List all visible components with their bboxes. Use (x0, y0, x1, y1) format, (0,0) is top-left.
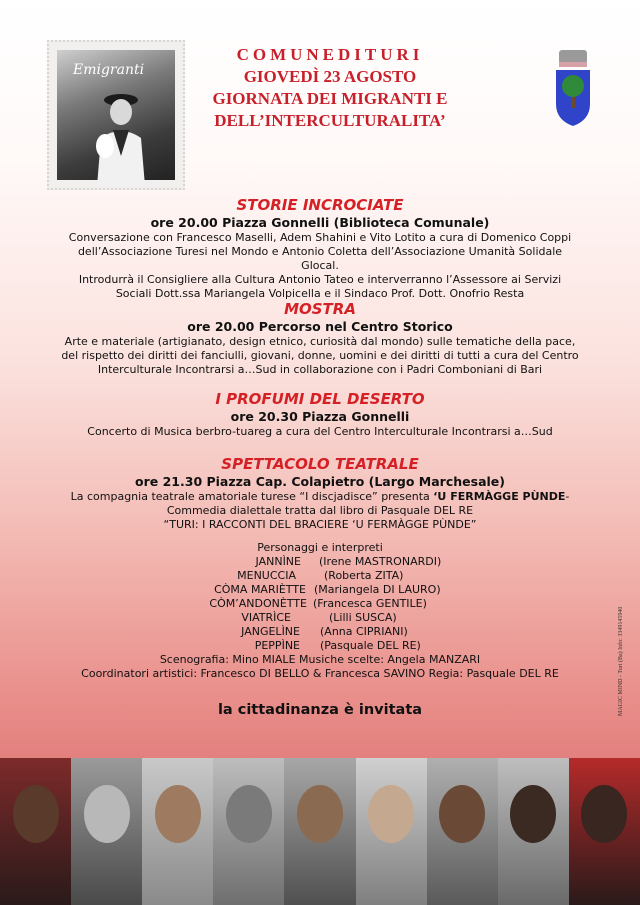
face-photo (498, 758, 569, 905)
stamp-label: Emigranti (73, 62, 145, 78)
section-heading: SPETTACOLO TEATRALE (221, 455, 419, 473)
presentation-dash: - (565, 490, 570, 503)
face-photo (71, 758, 142, 905)
event-date: GIOVEDÌ 23 AGOSTO (243, 67, 417, 86)
section-line: Arte e materiale (artigianato, design etnico, curiosità dal mondo) sulle tematiche della pace, (64, 335, 576, 348)
invitation-text: la cittadinanza è invitata (217, 702, 423, 718)
coordinators-credit: Coordinatori artistici: Francesco DI BELLO & Francesca SAVINO Regia: Pasquale DEL RE (81, 667, 559, 680)
cast-member (60, 625, 580, 639)
cast-member (60, 569, 580, 583)
cast-list (60, 541, 580, 681)
section-heading: MOSTRA (284, 300, 356, 318)
town-name: COMUNEDITURI (236, 45, 424, 64)
cast-member (60, 611, 580, 625)
section-heading: I PROFUMI DEL DESERTO (215, 390, 425, 408)
section-heading: STORIE INCROCIATE (236, 196, 404, 214)
face-photo (213, 758, 284, 905)
scenography-credit: Scenografia: Mino MIALE Musiche scelte: Angela MANZARI (159, 653, 481, 666)
face-photo (356, 758, 427, 905)
section-time-place: ore 20.00 Percorso nel Centro Storico (187, 319, 453, 334)
cast-actor: (Pasquale DEL RE) (320, 639, 421, 652)
cast-actor: (Mariangela DI LAURO) (314, 583, 441, 596)
cast-role: JANNÌNE (255, 555, 301, 568)
cast-actor: (Lilli SUSCA) (329, 611, 397, 624)
section-line: Sociali Dott.ssa Mariangela Volpicella e il Sindaco Prof. Dott. Onofrio Resta (115, 287, 525, 300)
cast-actor: (Irene MASTRONARDI) (319, 555, 442, 568)
play-title: ‘U FERMÀGGE PÙNDE (433, 490, 566, 503)
section-time-place: ore 21.30 Piazza Cap. Colapietro (Largo Marchesale) (135, 474, 505, 489)
face-photo (142, 758, 213, 905)
printer-credit-text: MAGIC MIND - Turi (Ba) Info: 3349145940 (618, 606, 624, 716)
section-line: Interculturale Incontrarsi a…Sud in collaborazione con i Padri Comboniani di Bari (97, 363, 543, 376)
section-line: “TURI: I RACCONTI DEL BRACIERE ‘U FERMÀGGE PÙNDE” (163, 518, 477, 531)
faces-photo-strip (0, 758, 640, 905)
cast-member (60, 583, 580, 597)
section-line (60, 490, 580, 504)
face-photo (427, 758, 498, 905)
cast-role: CÒM’ANDONÈTTE (209, 597, 307, 610)
section-spettacolo-teatrale (60, 455, 580, 532)
cast-actor: (Francesca GENTILE) (313, 597, 427, 610)
event-header (200, 44, 460, 132)
cast-role: JANGELÌNE (241, 625, 300, 638)
cast-member (60, 597, 580, 611)
section-line: Introdurrà il Consigliere alla Cultura Antonio Tateo e interverranno l’Assessore ai Servizi (78, 273, 562, 286)
section-profumi-del-deserto (60, 390, 580, 439)
cast-role: PEPPÌNE (254, 639, 300, 652)
cast-title: Personaggi e interpreti (257, 541, 383, 554)
town-coat-of-arms-icon (553, 48, 593, 128)
emigranti-stamp-image (47, 40, 185, 190)
section-mostra (60, 300, 580, 377)
emigrant-photo (57, 50, 175, 180)
cast-role: CÒMA MARIÈTTE (214, 583, 306, 596)
cast-member (60, 639, 580, 653)
section-time-place: ore 20.00 Piazza Gonnelli (Biblioteca Comunale) (150, 215, 490, 230)
emigrant-figure-icon (91, 86, 151, 186)
face-photo (0, 758, 71, 905)
section-line: Conversazione con Francesco Maselli, Adem Shahini e Vito Lotito a cura di Domenico Coppi (68, 231, 572, 244)
section-line: dell’Associazione Turesi nel Mondo e Antonio Coletta dell’Associazione Umanità Solidale Glocal. (77, 245, 563, 272)
face-photo (284, 758, 355, 905)
cast-actor: (Anna CIPRIANI) (320, 625, 408, 638)
section-line: Commedia dialettale tratta dal libro di Pasquale DEL RE (166, 504, 474, 517)
printer-credit (618, 576, 630, 716)
section-line: del rispetto dei diritti dei fanciulli, giovani, donne, uomini e dei diritti di tutti a cura del Centro (61, 349, 579, 362)
cast-member (60, 555, 580, 569)
presentation-text: La compagnia teatrale amatoriale turese “I discjadisce” presenta (70, 490, 434, 503)
event-title-line2: DELL’INTERCULTURALITA’ (214, 111, 446, 130)
face-photo (569, 758, 640, 905)
cast-actor: (Roberta ZITA) (324, 569, 404, 582)
cast-role: MENUCCIA (237, 569, 296, 582)
section-line: Concerto di Musica berbro-tuareg a cura del Centro Interculturale Incontrarsi a…Sud (87, 425, 553, 438)
section-time-place: ore 20.30 Piazza Gonnelli (230, 409, 410, 424)
event-title-line1: GIORNATA DEI MIGRANTI E (212, 89, 448, 108)
cast-role: VIATRÌCE (241, 611, 291, 624)
section-storie-incrociate (60, 196, 580, 301)
